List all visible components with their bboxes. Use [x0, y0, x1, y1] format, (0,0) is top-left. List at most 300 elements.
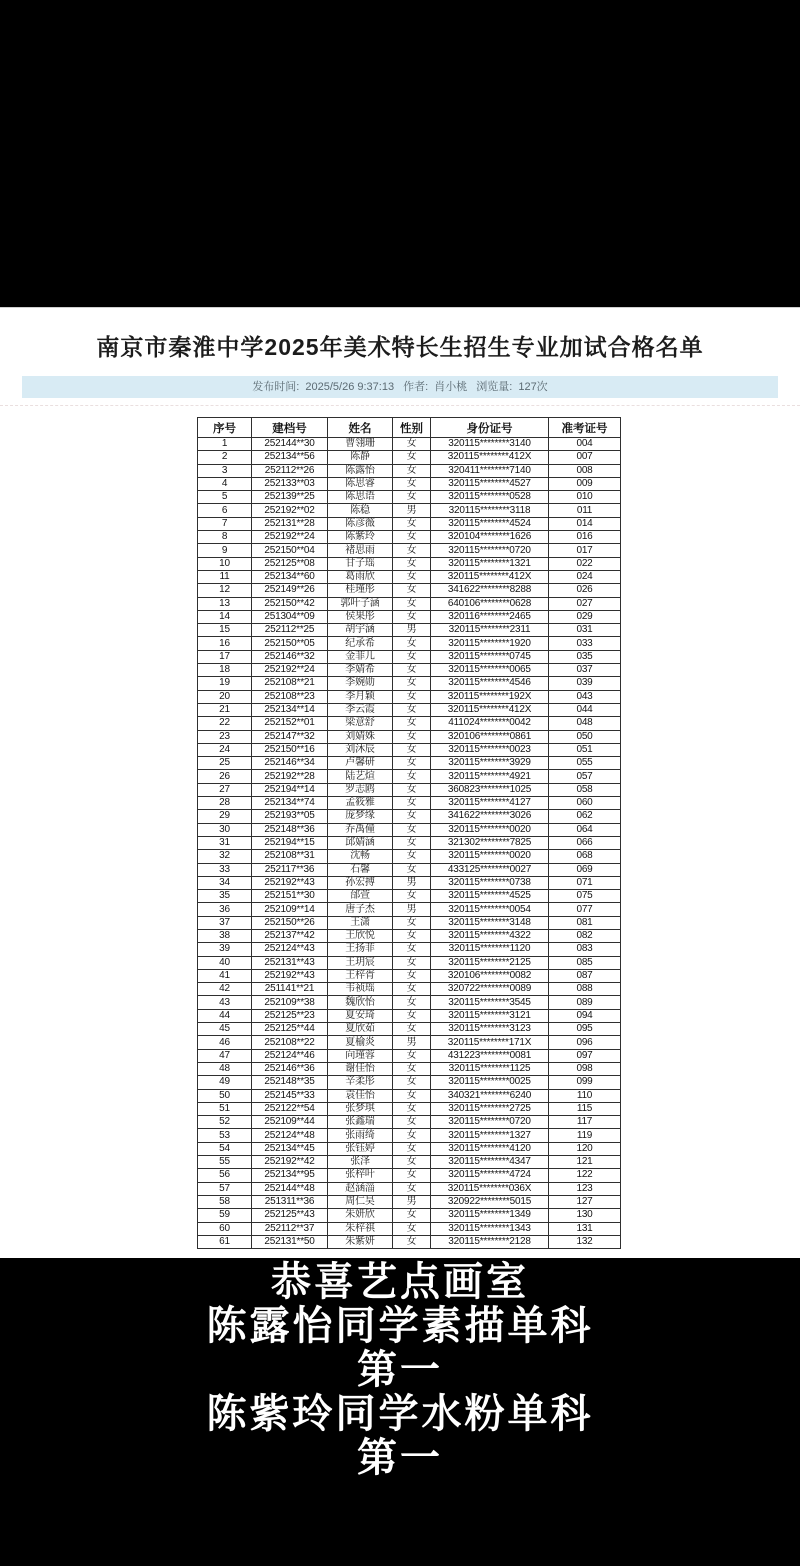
author-value: 肖小桃 — [434, 381, 468, 393]
table-cell: 252192**43 — [252, 969, 328, 982]
table-cell: 向瑾蓉 — [328, 1049, 393, 1062]
table-cell: 252144**48 — [252, 1182, 328, 1195]
table-cell: 21 — [198, 703, 252, 716]
bottom-banner — [0, 1258, 800, 1566]
banner-text-line: 恭喜艺点画室 — [271, 1260, 529, 1304]
table-cell: 女 — [393, 650, 431, 663]
table-cell: 252192**43 — [252, 876, 328, 889]
table-cell: 252145**33 — [252, 1089, 328, 1102]
table-cell: 女 — [393, 451, 431, 464]
table-cell: 女 — [393, 1102, 431, 1115]
table-cell: 252152**01 — [252, 717, 328, 730]
table-cell: 男 — [393, 624, 431, 637]
table-cell: 6 — [198, 504, 252, 517]
table-cell: 360823********1025 — [431, 783, 549, 796]
table-cell: 张泽 — [328, 1156, 393, 1169]
table-cell: 252131**43 — [252, 956, 328, 969]
table-cell: 252193**05 — [252, 810, 328, 823]
banner-text-line: 第一 — [357, 1436, 443, 1480]
table-row — [198, 464, 621, 477]
table-cell: 男 — [393, 1036, 431, 1049]
table-cell: 35 — [198, 890, 252, 903]
table-cell: 252144**30 — [252, 438, 328, 451]
table-cell: 085 — [549, 956, 621, 969]
table-cell: 男 — [393, 903, 431, 916]
table-row — [198, 517, 621, 530]
table-cell: 女 — [393, 770, 431, 783]
table-cell: 252192**28 — [252, 770, 328, 783]
table-cell: 055 — [549, 757, 621, 770]
table-cell: 女 — [393, 491, 431, 504]
table-header-cell: 建档号 — [252, 418, 328, 438]
table-cell: 12 — [198, 584, 252, 597]
table-cell: 320115********4347 — [431, 1156, 549, 1169]
table-row — [198, 743, 621, 756]
table-row — [198, 717, 621, 730]
table-cell: 320115********1343 — [431, 1222, 549, 1235]
table-cell: 37 — [198, 916, 252, 929]
table-cell: 29 — [198, 810, 252, 823]
table-cell: 320115********2311 — [431, 624, 549, 637]
table-cell: 张雨绮 — [328, 1129, 393, 1142]
table-cell: 060 — [549, 797, 621, 810]
table-cell: 39 — [198, 943, 252, 956]
table-row — [198, 916, 621, 929]
table-row — [198, 570, 621, 583]
table-cell: 魏欣怡 — [328, 996, 393, 1009]
table-cell: 53 — [198, 1129, 252, 1142]
table-cell: 252192**24 — [252, 664, 328, 677]
table-cell: 115 — [549, 1102, 621, 1115]
table-cell: 320115********2725 — [431, 1102, 549, 1115]
table-cell: 320115********0745 — [431, 650, 549, 663]
table-cell: 女 — [393, 544, 431, 557]
table-cell: 320411********7140 — [431, 464, 549, 477]
table-row — [198, 757, 621, 770]
table-cell: 孙宏搏 — [328, 876, 393, 889]
table-row — [198, 890, 621, 903]
table-cell: 卢馨研 — [328, 757, 393, 770]
table-cell: 沈畅 — [328, 850, 393, 863]
table-cell: 33 — [198, 863, 252, 876]
table-row — [198, 1169, 621, 1182]
table-cell: 320115********1120 — [431, 943, 549, 956]
table-cell: 320115********0738 — [431, 876, 549, 889]
table-cell: 陈彦薇 — [328, 517, 393, 530]
table-cell: 14 — [198, 610, 252, 623]
table-row — [198, 943, 621, 956]
publish-time-label: 发布时间: — [252, 381, 300, 393]
table-cell: 087 — [549, 969, 621, 982]
table-cell: 252125**43 — [252, 1209, 328, 1222]
table-cell: 周仁昊 — [328, 1195, 393, 1208]
table-cell: 女 — [393, 797, 431, 810]
table-header-cell: 姓名 — [328, 418, 393, 438]
table-cell: 252117**36 — [252, 863, 328, 876]
table-cell: 252122**54 — [252, 1102, 328, 1115]
table-cell: 朱妍欣 — [328, 1209, 393, 1222]
table-cell: 320115********192X — [431, 690, 549, 703]
table-cell: 094 — [549, 1009, 621, 1022]
table-cell: 辛柔彤 — [328, 1076, 393, 1089]
table-row — [198, 531, 621, 544]
table-cell: 李月颖 — [328, 690, 393, 703]
table-header-cell: 性别 — [393, 418, 431, 438]
table-cell: 3 — [198, 464, 252, 477]
table-cell: 320115********1349 — [431, 1209, 549, 1222]
table-row — [198, 956, 621, 969]
table-cell: 女 — [393, 823, 431, 836]
table-cell: 5 — [198, 491, 252, 504]
table-cell: 341622********8288 — [431, 584, 549, 597]
table-cell: 320115********412X — [431, 703, 549, 716]
table-cell: 46 — [198, 1036, 252, 1049]
table-cell: 女 — [393, 1182, 431, 1195]
table-cell: 58 — [198, 1195, 252, 1208]
table-cell: 女 — [393, 557, 431, 570]
table-cell: 26 — [198, 770, 252, 783]
table-cell: 女 — [393, 717, 431, 730]
table-row — [198, 770, 621, 783]
table-cell: 127 — [549, 1195, 621, 1208]
table-cell: 251141**21 — [252, 983, 328, 996]
table-cell: 252146**36 — [252, 1062, 328, 1075]
table-cell: 252150**04 — [252, 544, 328, 557]
table-cell: 7 — [198, 517, 252, 530]
page-title: 南京市秦淮中学2025年美术特长生招生专业加试合格名单 — [96, 334, 704, 360]
table-cell: 40 — [198, 956, 252, 969]
table-row — [198, 1076, 621, 1089]
table-cell: 029 — [549, 610, 621, 623]
table-cell: 女 — [393, 1156, 431, 1169]
banner-text-line: 第一 — [357, 1348, 443, 1392]
table-cell: 252146**34 — [252, 757, 328, 770]
table-cell: 47 — [198, 1049, 252, 1062]
table-cell: 女 — [393, 757, 431, 770]
table-cell: 41 — [198, 969, 252, 982]
table-cell: 039 — [549, 677, 621, 690]
table-cell: 077 — [549, 903, 621, 916]
table-cell: 19 — [198, 677, 252, 690]
table-row — [198, 664, 621, 677]
table-cell: 2 — [198, 451, 252, 464]
table-cell: 女 — [393, 836, 431, 849]
table-cell: 320115********4546 — [431, 677, 549, 690]
table-cell: 8 — [198, 531, 252, 544]
table-cell: 女 — [393, 1235, 431, 1248]
table-cell: 320115********171X — [431, 1036, 549, 1049]
publish-time-value: 2025/5/26 9:37:13 — [305, 381, 395, 393]
table-cell: 320115********412X — [431, 570, 549, 583]
table-cell: 252192**02 — [252, 504, 328, 517]
table-cell: 王玥宸 — [328, 956, 393, 969]
author-label: 作者: — [403, 381, 429, 393]
meta-bar — [22, 376, 778, 398]
table-cell: 009 — [549, 477, 621, 490]
table-row — [198, 491, 621, 504]
table-cell: 女 — [393, 850, 431, 863]
table-row — [198, 451, 621, 464]
table-cell: 18 — [198, 664, 252, 677]
table-cell: 320115********4322 — [431, 929, 549, 942]
table-cell: 罗志鸥 — [328, 783, 393, 796]
table-cell: 320115********3148 — [431, 916, 549, 929]
table-cell: 252109**38 — [252, 996, 328, 1009]
table-cell: 16 — [198, 637, 252, 650]
table-cell: 50 — [198, 1089, 252, 1102]
table-cell: 252134**14 — [252, 703, 328, 716]
table-row — [198, 624, 621, 637]
table-cell: 女 — [393, 597, 431, 610]
table-cell: 252125**23 — [252, 1009, 328, 1022]
table-cell: 081 — [549, 916, 621, 929]
table-cell: 132 — [549, 1235, 621, 1248]
table-cell: 女 — [393, 517, 431, 530]
table-row — [198, 650, 621, 663]
table-row — [198, 584, 621, 597]
table-cell: 320115********4120 — [431, 1142, 549, 1155]
table-cell: 25 — [198, 757, 252, 770]
table-cell: 女 — [393, 743, 431, 756]
table-cell: 320115********0025 — [431, 1076, 549, 1089]
table-cell: 陈思睿 — [328, 477, 393, 490]
table-cell: 褚思雨 — [328, 544, 393, 557]
table-cell: 女 — [393, 929, 431, 942]
table-cell: 45 — [198, 1023, 252, 1036]
table-cell: 女 — [393, 1089, 431, 1102]
table-cell: 320106********0082 — [431, 969, 549, 982]
table-cell: 59 — [198, 1209, 252, 1222]
table-cell: 320115********0054 — [431, 903, 549, 916]
table-row — [198, 810, 621, 823]
table-cell: 320115********4724 — [431, 1169, 549, 1182]
table-cell: 31 — [198, 836, 252, 849]
table-cell: 071 — [549, 876, 621, 889]
table-cell: 057 — [549, 770, 621, 783]
table-cell: 女 — [393, 943, 431, 956]
table-cell: 48 — [198, 1062, 252, 1075]
table-cell: 陆艺煊 — [328, 770, 393, 783]
table-cell: 320115********1327 — [431, 1129, 549, 1142]
table-row — [198, 1116, 621, 1129]
table-cell: 252112**25 — [252, 624, 328, 637]
table-row — [198, 836, 621, 849]
table-cell: 陈思语 — [328, 491, 393, 504]
table-cell: 064 — [549, 823, 621, 836]
table-cell: 30 — [198, 823, 252, 836]
table-cell: 女 — [393, 810, 431, 823]
table-cell: 女 — [393, 584, 431, 597]
results-table — [197, 417, 621, 1249]
table-cell: 夏安琦 — [328, 1009, 393, 1022]
table-cell: 13 — [198, 597, 252, 610]
table-cell: 252133**03 — [252, 477, 328, 490]
table-cell: 058 — [549, 783, 621, 796]
table-cell: 252150**16 — [252, 743, 328, 756]
table-cell: 王潇 — [328, 916, 393, 929]
table-cell: 女 — [393, 969, 431, 982]
table-cell: 刘婧姝 — [328, 730, 393, 743]
table-cell: 320115********3123 — [431, 1023, 549, 1036]
table-cell: 男 — [393, 504, 431, 517]
table-cell: 陈露怡 — [328, 464, 393, 477]
table-cell: 57 — [198, 1182, 252, 1195]
table-cell: 252131**28 — [252, 517, 328, 530]
table-cell: 007 — [549, 451, 621, 464]
table-row — [198, 1195, 621, 1208]
table-cell: 022 — [549, 557, 621, 570]
table-cell: 54 — [198, 1142, 252, 1155]
table-cell: 乔禹僮 — [328, 823, 393, 836]
table-cell: 15 — [198, 624, 252, 637]
table-cell: 韦祯瑶 — [328, 983, 393, 996]
table-row — [198, 597, 621, 610]
table-row — [198, 1009, 621, 1022]
table-cell: 099 — [549, 1076, 621, 1089]
table-header-cell: 身份证号 — [431, 418, 549, 438]
table-cell: 刘沐辰 — [328, 743, 393, 756]
table-cell: 葛雨欣 — [328, 570, 393, 583]
views-value: 127次 — [518, 381, 548, 393]
table-cell: 251311**36 — [252, 1195, 328, 1208]
table-cell: 320115********0020 — [431, 823, 549, 836]
top-letterbox — [0, 0, 800, 307]
table-cell: 55 — [198, 1156, 252, 1169]
table-cell: 321302********7825 — [431, 836, 549, 849]
table-cell: 017 — [549, 544, 621, 557]
table-cell: 陈静 — [328, 451, 393, 464]
table-header-row — [198, 418, 621, 438]
table-row — [198, 477, 621, 490]
table-cell: 340321********6240 — [431, 1089, 549, 1102]
table-row — [198, 983, 621, 996]
table-cell: 56 — [198, 1169, 252, 1182]
table-cell: 胡宇涵 — [328, 624, 393, 637]
table-row — [198, 969, 621, 982]
table-cell: 252194**15 — [252, 836, 328, 849]
table-row — [198, 637, 621, 650]
table-cell: 341622********3026 — [431, 810, 549, 823]
table-cell: 066 — [549, 836, 621, 849]
table-cell: 梁意舒 — [328, 717, 393, 730]
table-cell: 110 — [549, 1089, 621, 1102]
table-cell: 069 — [549, 863, 621, 876]
table-row — [198, 1049, 621, 1062]
table-cell: 61 — [198, 1235, 252, 1248]
table-cell: 320115********3545 — [431, 996, 549, 1009]
table-cell: 131 — [549, 1222, 621, 1235]
table-row — [198, 1156, 621, 1169]
table-cell: 320116********2465 — [431, 610, 549, 623]
table-cell: 女 — [393, 1129, 431, 1142]
table-cell: 女 — [393, 531, 431, 544]
table-row — [198, 690, 621, 703]
table-cell: 庞梦缘 — [328, 810, 393, 823]
table-cell: 320115********4127 — [431, 797, 549, 810]
table-cell: 侯果彤 — [328, 610, 393, 623]
table-row — [198, 730, 621, 743]
table-row — [198, 1129, 621, 1142]
table-cell: 252151**30 — [252, 890, 328, 903]
table-cell: 28 — [198, 797, 252, 810]
table-cell: 22 — [198, 717, 252, 730]
table-cell: 088 — [549, 983, 621, 996]
table-cell: 男 — [393, 876, 431, 889]
table-cell: 36 — [198, 903, 252, 916]
table-cell: 李婉勋 — [328, 677, 393, 690]
table-cell: 11 — [198, 570, 252, 583]
table-cell: 朱紫妍 — [328, 1235, 393, 1248]
table-cell: 袁佳怡 — [328, 1089, 393, 1102]
table-cell: 320106********0861 — [431, 730, 549, 743]
table-row — [198, 1102, 621, 1115]
table-cell: 女 — [393, 677, 431, 690]
table-cell: 张鑫瑞 — [328, 1116, 393, 1129]
table-cell: 252124**46 — [252, 1049, 328, 1062]
table-cell: 035 — [549, 650, 621, 663]
table-cell: 女 — [393, 783, 431, 796]
table-cell: 女 — [393, 464, 431, 477]
webpage-document — [0, 307, 800, 1258]
banner-lines — [0, 1260, 800, 1480]
table-cell: 女 — [393, 1062, 431, 1075]
table-cell: 252134**60 — [252, 570, 328, 583]
table-cell: 陈紫玲 — [328, 531, 393, 544]
table-cell: 252112**26 — [252, 464, 328, 477]
table-cell: 320115********4524 — [431, 517, 549, 530]
table-row — [198, 504, 621, 517]
table-cell: 119 — [549, 1129, 621, 1142]
table-cell: 024 — [549, 570, 621, 583]
table-row — [198, 1036, 621, 1049]
table-cell: 320115********3140 — [431, 438, 549, 451]
table-cell: 52 — [198, 1116, 252, 1129]
table-row — [198, 929, 621, 942]
table-row — [198, 903, 621, 916]
table-cell: 320115********036X — [431, 1182, 549, 1195]
table-cell: 121 — [549, 1156, 621, 1169]
table-row — [198, 996, 621, 1009]
table-cell: 252134**95 — [252, 1169, 328, 1182]
table-cell: 320115********412X — [431, 451, 549, 464]
table-cell: 252109**14 — [252, 903, 328, 916]
table-cell: 60 — [198, 1222, 252, 1235]
table-cell: 433125********0027 — [431, 863, 549, 876]
table-cell: 004 — [549, 438, 621, 451]
table-cell: 089 — [549, 996, 621, 1009]
table-row — [198, 438, 621, 451]
table-cell: 女 — [393, 1076, 431, 1089]
table-cell: 026 — [549, 584, 621, 597]
table-cell: 252148**35 — [252, 1076, 328, 1089]
table-cell: 252124**43 — [252, 943, 328, 956]
table-row — [198, 1089, 621, 1102]
table-cell: 王扬菲 — [328, 943, 393, 956]
table-cell: 49 — [198, 1076, 252, 1089]
table-cell: 252134**56 — [252, 451, 328, 464]
table-cell: 027 — [549, 597, 621, 610]
table-cell: 唐子杰 — [328, 903, 393, 916]
table-row — [198, 557, 621, 570]
table-cell: 252150**05 — [252, 637, 328, 650]
table-cell: 王梓胥 — [328, 969, 393, 982]
views-label: 浏览量: — [476, 381, 513, 393]
table-cell: 252139**25 — [252, 491, 328, 504]
table-cell: 117 — [549, 1116, 621, 1129]
table-cell: 320115********0720 — [431, 544, 549, 557]
table-cell: 095 — [549, 1023, 621, 1036]
table-cell: 51 — [198, 1102, 252, 1115]
